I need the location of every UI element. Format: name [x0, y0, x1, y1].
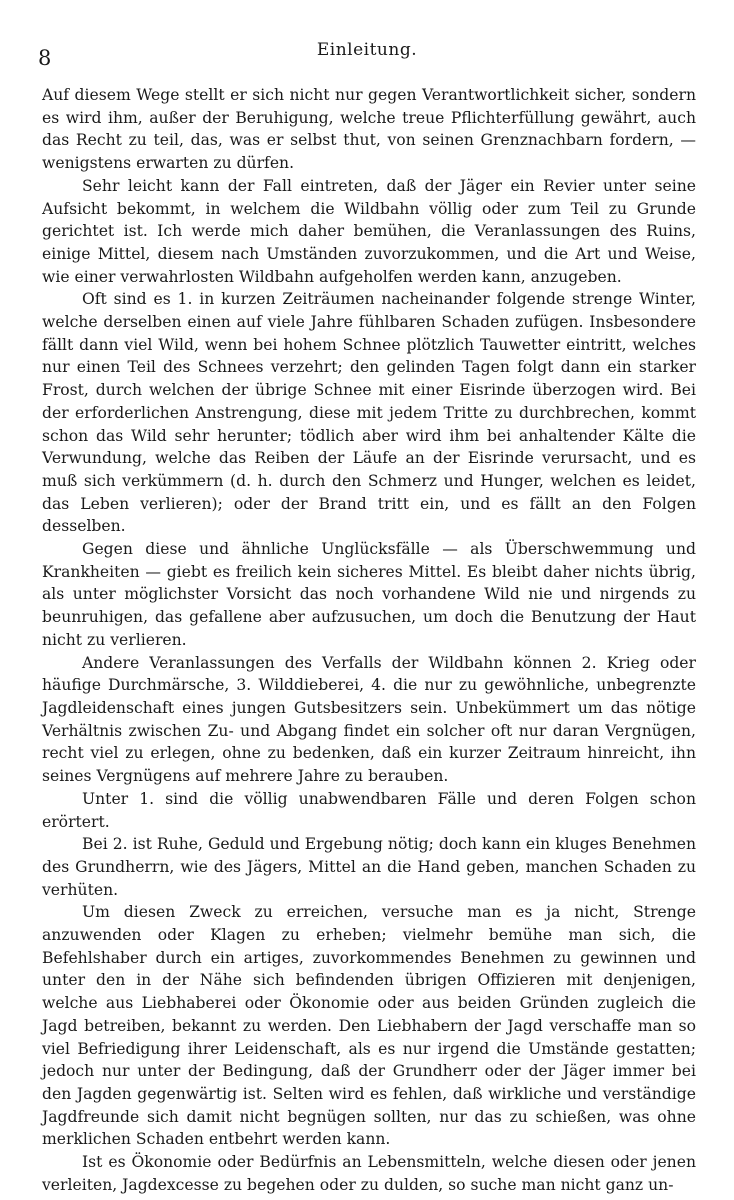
running-head: Einleitung. — [316, 40, 418, 60]
paragraph-3: Oft sind es 1. in kurzen Zeiträumen nacheinander folgende strenge Winter, welche derselben einen auf viele Jahre fühlbaren Schaden zufügen. Insbesondere fällt dann viel Wild, wenn bei hohem Schnee plötzlich Tauwetter eintritt, welches nur einen Teil des Schnees verzehrt; den gelinden Tagen folgt dann ein starker Frost, durch welchen der übrige Schnee mit einer Eisrinde überzogen wird. Bei der erforderlichen Anstrengung, diese mit jedem Tritte zu durchbrechen, kommt schon das Wild sehr herunter; tödlich aber wird ihm bei anhaltender Kälte die Verwundung, welche das Reiben der Läufe an der Eisrinde verursacht, und es muß sich verkümmern (d. h. durch den Schmerz und Hunger, welchen es leidet, das Leben verlieren); oder der Brand tritt ein, und es fällt an den Folgen desselben. — [42, 290, 696, 536]
page-header — [0, 40, 734, 70]
paragraph-8: Um diesen Zweck zu erreichen, versuche man es ja nicht, Strenge anzuwenden oder Klagen zu erheben; vielmehr bemühe man sich, die Befehlshaber durch ein artiges, zuvorkommendes Benehmen zu gewinnen und unter den in der Nähe sich befindenden übrigen Offizieren mit denjenigen, welche aus Liebhaberei oder Ökonomie oder aus beiden Gründen zugleich die Jagd betreiben, bekannt zu werden. Den Liebhabern der Jagd verschaffe man so viel Befriedigung ihrer Leidenschaft, als es nur irgend die Umstände gestatten; jedoch nur unter der Bedingung, daß der Grundherr oder der Jäger immer bei den Jagden gegenwärtig ist. Selten wird es fehlen, daß wirkliche und verständige Jagdfreunde sich damit nicht begnügen sollten, nur das zu schießen, was ohne merklichen Schaden entbehrt werden kann. — [42, 903, 696, 1149]
paragraph-9: Ist es Ökonomie oder Bedürfnis an Lebensmitteln, welche diesen oder jenen verleiten, Jagdexcesse zu begehen oder zu dulden, so suche man nicht ganz un- — [42, 1153, 696, 1194]
paragraph-6: Unter 1. sind die völlig unabwendbaren Fälle und deren Folgen schon erörtert. — [42, 789, 696, 831]
paragraph-5: Andere Veranlassungen des Verfalls der Wildbahn können 2. Krieg oder häufige Durchmärsche, 3. Wilddieberei, 4. die nur zu gewöhnliche, unbegrenzte Jagdleidenschaft eines jungen Gutsbesitzers sein. Unbekümmert um das nötige Verhältnis zwischen Zu- und Abgang findet ein solcher oft nur daran Vergnügen, recht viel zu erlegen, ohne zu bedenken, daß ein kurzer Zeitraum hinreicht, ihn seines Vergnügens auf mehrere Jahre zu berauben. — [42, 653, 696, 786]
paragraph-1: Auf diesem Wege stellt er sich nicht nur gegen Verantwortlichkeit sicher, sondern es wird ihm, außer der Beruhigung, welche treue Pflichterfüllung gewährt, auch das Recht zu teil, das, was er selbst thut, von seinen Grenznachbarn fordern, — wenigstens erwarten zu dürfen. — [42, 86, 696, 173]
page-number: 8 — [38, 46, 52, 70]
body-text — [42, 84, 696, 1196]
paragraph-7: Bei 2. ist Ruhe, Geduld und Ergebung nötig; doch kann ein kluges Benehmen des Grundherrn, wie des Jägers, Mittel an die Hand geben, manchen Schaden zu verhüten. — [42, 835, 696, 899]
paragraph-2: Sehr leicht kann der Fall eintreten, daß der Jäger ein Revier unter seine Aufsicht bekommt, in welchem die Wildbahn völlig oder zum Teil zu Grunde gerichtet ist. Ich werde mich daher bemühen, die Veranlassungen des Ruins, einige Mittel, diesem nach Umständen zuvorzukommen, und die Art und Weise, wie einer verwahrlosten Wildbahn aufgeholfen werden kann, anzugeben. — [42, 176, 696, 286]
paragraph-4: Gegen diese und ähnliche Unglücksfälle — als Überschwemmung und Krankheiten — giebt es freilich kein sicheres Mittel. Es bleibt daher nichts übrig, als unter möglichster Vorsicht das noch vorhandene Wild nie und nirgends zu beunruhigen, das gefallene aber aufzusuchen, um doch die Benutzung der Haut nicht zu verlieren. — [42, 540, 696, 649]
